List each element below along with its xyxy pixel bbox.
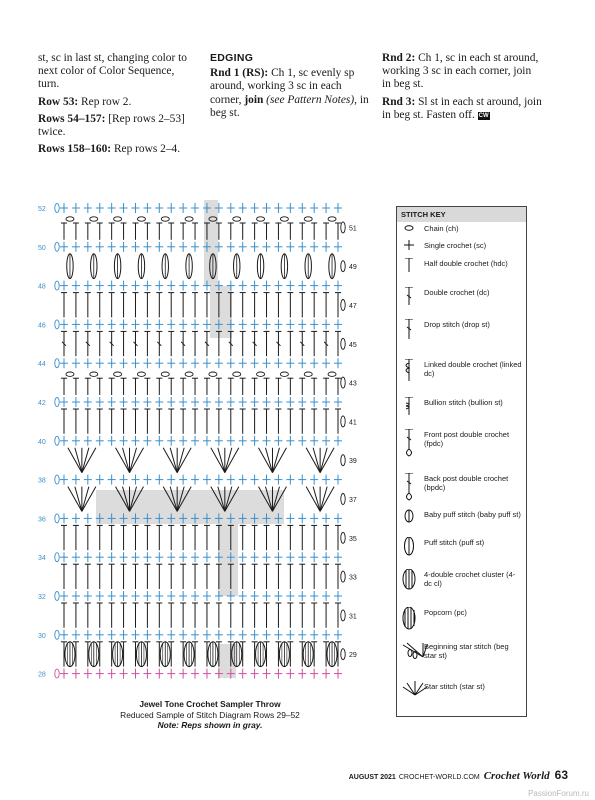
stitch-key-label: Back post double crochet (bpdc) (424, 474, 509, 492)
star-stitch-symbol (75, 448, 82, 473)
row-label: Row 53: (38, 95, 79, 108)
turning-chain-symbol (55, 669, 59, 678)
star-stitch-symbol (170, 448, 177, 473)
paragraph-rnd-2 (382, 52, 542, 92)
chain-symbol (114, 217, 122, 221)
turning-chain-symbol (55, 320, 59, 329)
turning-chain-symbol (341, 532, 345, 543)
star-stitch-symbol (272, 448, 279, 473)
chain-symbol (114, 372, 122, 376)
star-stitch-symbol (82, 448, 89, 473)
row-number-right: 51 (349, 225, 357, 233)
row-number-left: 38 (38, 477, 46, 485)
text: st, sc in last st, changing color to next color of Color Sequence, turn. (38, 52, 188, 91)
row-number-right: 39 (349, 458, 357, 466)
chain-symbol (185, 372, 193, 376)
row-number-left: 50 (38, 244, 46, 252)
star-stitch-symbol (68, 448, 82, 473)
row-number-left: 30 (38, 632, 46, 640)
magazine-name: Crochet World (483, 770, 550, 782)
repeat-band (218, 524, 238, 596)
row-number-left: 40 (38, 438, 46, 446)
turning-chain-symbol (341, 494, 345, 505)
watermark: PassionForum.ru (528, 789, 589, 798)
row-number-right: 49 (349, 264, 357, 272)
repeat-band (210, 286, 232, 338)
chain-symbol (161, 372, 169, 376)
star-stitch-symbol (320, 448, 334, 473)
stitch-key (396, 206, 527, 717)
chain-symbol (233, 372, 241, 376)
row-number-left: 48 (38, 283, 46, 291)
turning-chain-symbol (55, 204, 59, 213)
turning-chain-symbol (55, 592, 59, 601)
turning-chain-symbol (341, 261, 345, 272)
chain-symbol (90, 372, 98, 376)
round-label: Rnd 3: (382, 95, 416, 108)
repeat-band (218, 644, 236, 678)
turning-chain-symbol (55, 436, 59, 445)
turning-chain-symbol (341, 300, 345, 311)
text-column-3 (382, 52, 542, 126)
text: Rep row 2. (78, 95, 132, 108)
turning-chain-symbol (55, 398, 59, 407)
stitch-key-label: Drop stitch (drop st) (424, 320, 490, 329)
star-stitch-symbol (75, 487, 82, 512)
turning-chain-symbol (55, 359, 59, 368)
chain-symbol (66, 217, 74, 221)
stitch-key-label: Baby puff stitch (baby puff st) (424, 510, 521, 519)
star-stitch-symbol (306, 448, 320, 473)
star-stitch-symbol (211, 448, 225, 473)
round-label: Rnd 1 (RS): (210, 67, 269, 80)
caption-subtitle: Reduced Sample of Stitch Diagram Rows 29–52 (120, 709, 300, 720)
note-text: Reps shown in gray. (178, 720, 263, 730)
website: CROCHET-WORLD.COM (398, 774, 480, 781)
row-number-right: 33 (349, 574, 357, 582)
chain-symbol (280, 217, 288, 221)
star-stitch-symbol (177, 448, 184, 473)
row-number-right: 41 (349, 419, 357, 427)
row-label: Rows 54–157: (38, 112, 106, 125)
chain-symbol (257, 372, 265, 376)
row-number-right: 35 (349, 535, 357, 543)
chain-symbol (185, 217, 193, 221)
star-stitch-symbol (320, 448, 327, 473)
star-stitch-symbol (82, 487, 96, 512)
turning-chain-symbol (341, 455, 345, 466)
join-term: join (244, 93, 264, 106)
chain-symbol (233, 217, 241, 221)
section-title-edging: EDGING (210, 52, 254, 64)
star-stitch-symbol (82, 487, 89, 512)
star-stitch-symbol (225, 448, 239, 473)
chain-symbol (161, 217, 169, 221)
stitch-key-label: Chain (ch) (424, 224, 459, 233)
star-stitch-symbol (320, 487, 327, 512)
chain-symbol (328, 217, 336, 221)
text: Ch 1, sc in each st around, working 3 sc in each corner, join in beg st. (382, 52, 539, 91)
caption-note (60, 720, 360, 731)
row-number-left: 34 (38, 555, 46, 563)
text-column-2 (210, 52, 370, 124)
row-number-left: 52 (38, 206, 46, 213)
row-number-right: 45 (349, 341, 357, 349)
stitch-key-label: 4-double crochet cluster (4-dc cl) (424, 570, 516, 588)
row-number-right: 29 (349, 652, 357, 660)
row-number-right: 47 (349, 303, 357, 310)
stitch-key-label: Single crochet (sc) (424, 241, 487, 250)
star-stitch-symbol (320, 487, 334, 512)
paragraph-rnd-3 (382, 96, 542, 122)
stitch-key-label: Front post double crochet (fpdc) (424, 430, 510, 448)
star-stitch-symbol (306, 487, 320, 512)
row-number-left: 42 (38, 400, 46, 407)
stitch-key-label: Beginning star stitch (beg star st) (424, 642, 509, 660)
star-stitch-symbol (313, 448, 320, 473)
row-number-left: 28 (38, 671, 46, 679)
star-stitch-symbol (123, 448, 130, 473)
stitch-diagram (38, 198, 360, 696)
cw-end-badge: CW (478, 112, 489, 119)
star-stitch-symbol (116, 448, 130, 473)
star-stitch-symbol (177, 448, 191, 473)
star-stitch-symbol (272, 448, 286, 473)
turning-chain-symbol (341, 377, 345, 388)
star-stitch-symbol (265, 448, 272, 473)
note-label: Note: (157, 720, 179, 730)
stitch-key-label: Half double crochet (hdc) (424, 259, 508, 268)
row-number-left: 32 (38, 594, 46, 601)
diagram-caption (60, 699, 360, 731)
text: Rep rows 2–4. (111, 143, 181, 156)
star-stitch-symbol (313, 487, 320, 512)
paragraph-row-end (38, 52, 198, 92)
chain-symbol (90, 217, 98, 221)
star-stitch-symbol (82, 448, 96, 473)
text: Sl st in each st around, join in beg st. Fasten off. (382, 95, 542, 121)
page-footer (328, 766, 568, 784)
stitch-key-heading: STITCH KEY (397, 207, 526, 222)
turning-chain-symbol (341, 338, 345, 349)
row-number-left: 44 (38, 361, 46, 369)
chain-symbol (137, 217, 145, 221)
chain-symbol (304, 372, 312, 376)
row-number-left: 46 (38, 322, 46, 330)
turning-chain-symbol (55, 630, 59, 639)
star-stitch-symbol (130, 448, 137, 473)
turning-chain-symbol (55, 553, 59, 562)
row-number-right: 43 (349, 380, 357, 388)
turning-chain-symbol (341, 222, 345, 233)
chain-symbol (257, 217, 265, 221)
paragraph-rows-54-157 (38, 113, 198, 139)
stitch-key-label: Star stitch (star st) (424, 682, 485, 691)
text-column-1 (38, 52, 198, 160)
star-stitch-symbol (225, 448, 232, 473)
paragraph-rows-158-160 (38, 143, 198, 156)
stitch-key-label: Bullion stitch (bullion st) (424, 398, 503, 407)
chain-symbol (280, 372, 288, 376)
text: , in beg st. (210, 93, 369, 119)
row-label: Rows 158–160: (38, 143, 112, 156)
repeat-band (96, 490, 284, 524)
repeat-highlight-group (96, 200, 284, 678)
stitch-key-label: Popcorn (pc) (424, 608, 467, 617)
caption-title: Jewel Tone Crochet Sampler Throw (139, 699, 281, 709)
paragraph-rnd-1 (210, 67, 370, 120)
row-number-left: 36 (38, 516, 46, 524)
star-stitch-symbol (258, 448, 272, 473)
row-number-right: 31 (349, 613, 357, 621)
turning-chain-symbol (341, 610, 345, 621)
chain-symbol (209, 372, 217, 376)
turning-chain-symbol (55, 514, 59, 523)
turning-chain-symbol (55, 475, 59, 484)
chain-symbol (66, 372, 74, 376)
pattern-notes-ref: (see Pattern Notes) (263, 93, 355, 106)
turning-chain-symbol (55, 281, 59, 290)
chain-symbol (304, 217, 312, 221)
stitch-key-label: Puff stitch (puff st) (424, 538, 485, 547)
row-number-right: 37 (349, 497, 357, 504)
star-stitch-symbol (218, 448, 225, 473)
chain-symbol (137, 372, 145, 376)
turning-chain-symbol (341, 416, 345, 427)
turning-chain-symbol (341, 649, 345, 660)
stitch-symbols-group (38, 203, 357, 679)
star-stitch-symbol (163, 448, 177, 473)
stitch-key-label: Linked double crochet (linked dc) (424, 360, 522, 378)
text: Ch 1, sc evenly sp around, working 3 sc in each corner, (210, 67, 355, 106)
paragraph-row-53 (38, 96, 198, 109)
star-stitch-symbol (130, 448, 144, 473)
text: [Rep rows 2–53] twice. (38, 112, 185, 139)
turning-chain-symbol (341, 571, 345, 582)
star-stitch-symbol (68, 487, 82, 512)
page-number: 63 (554, 768, 568, 782)
chain-symbol (328, 372, 336, 376)
issue-date: AUGUST 2021 (348, 774, 396, 781)
round-label: Rnd 2: (382, 52, 416, 64)
stitch-key-label: Double crochet (dc) (424, 288, 490, 297)
turning-chain-symbol (55, 242, 59, 251)
